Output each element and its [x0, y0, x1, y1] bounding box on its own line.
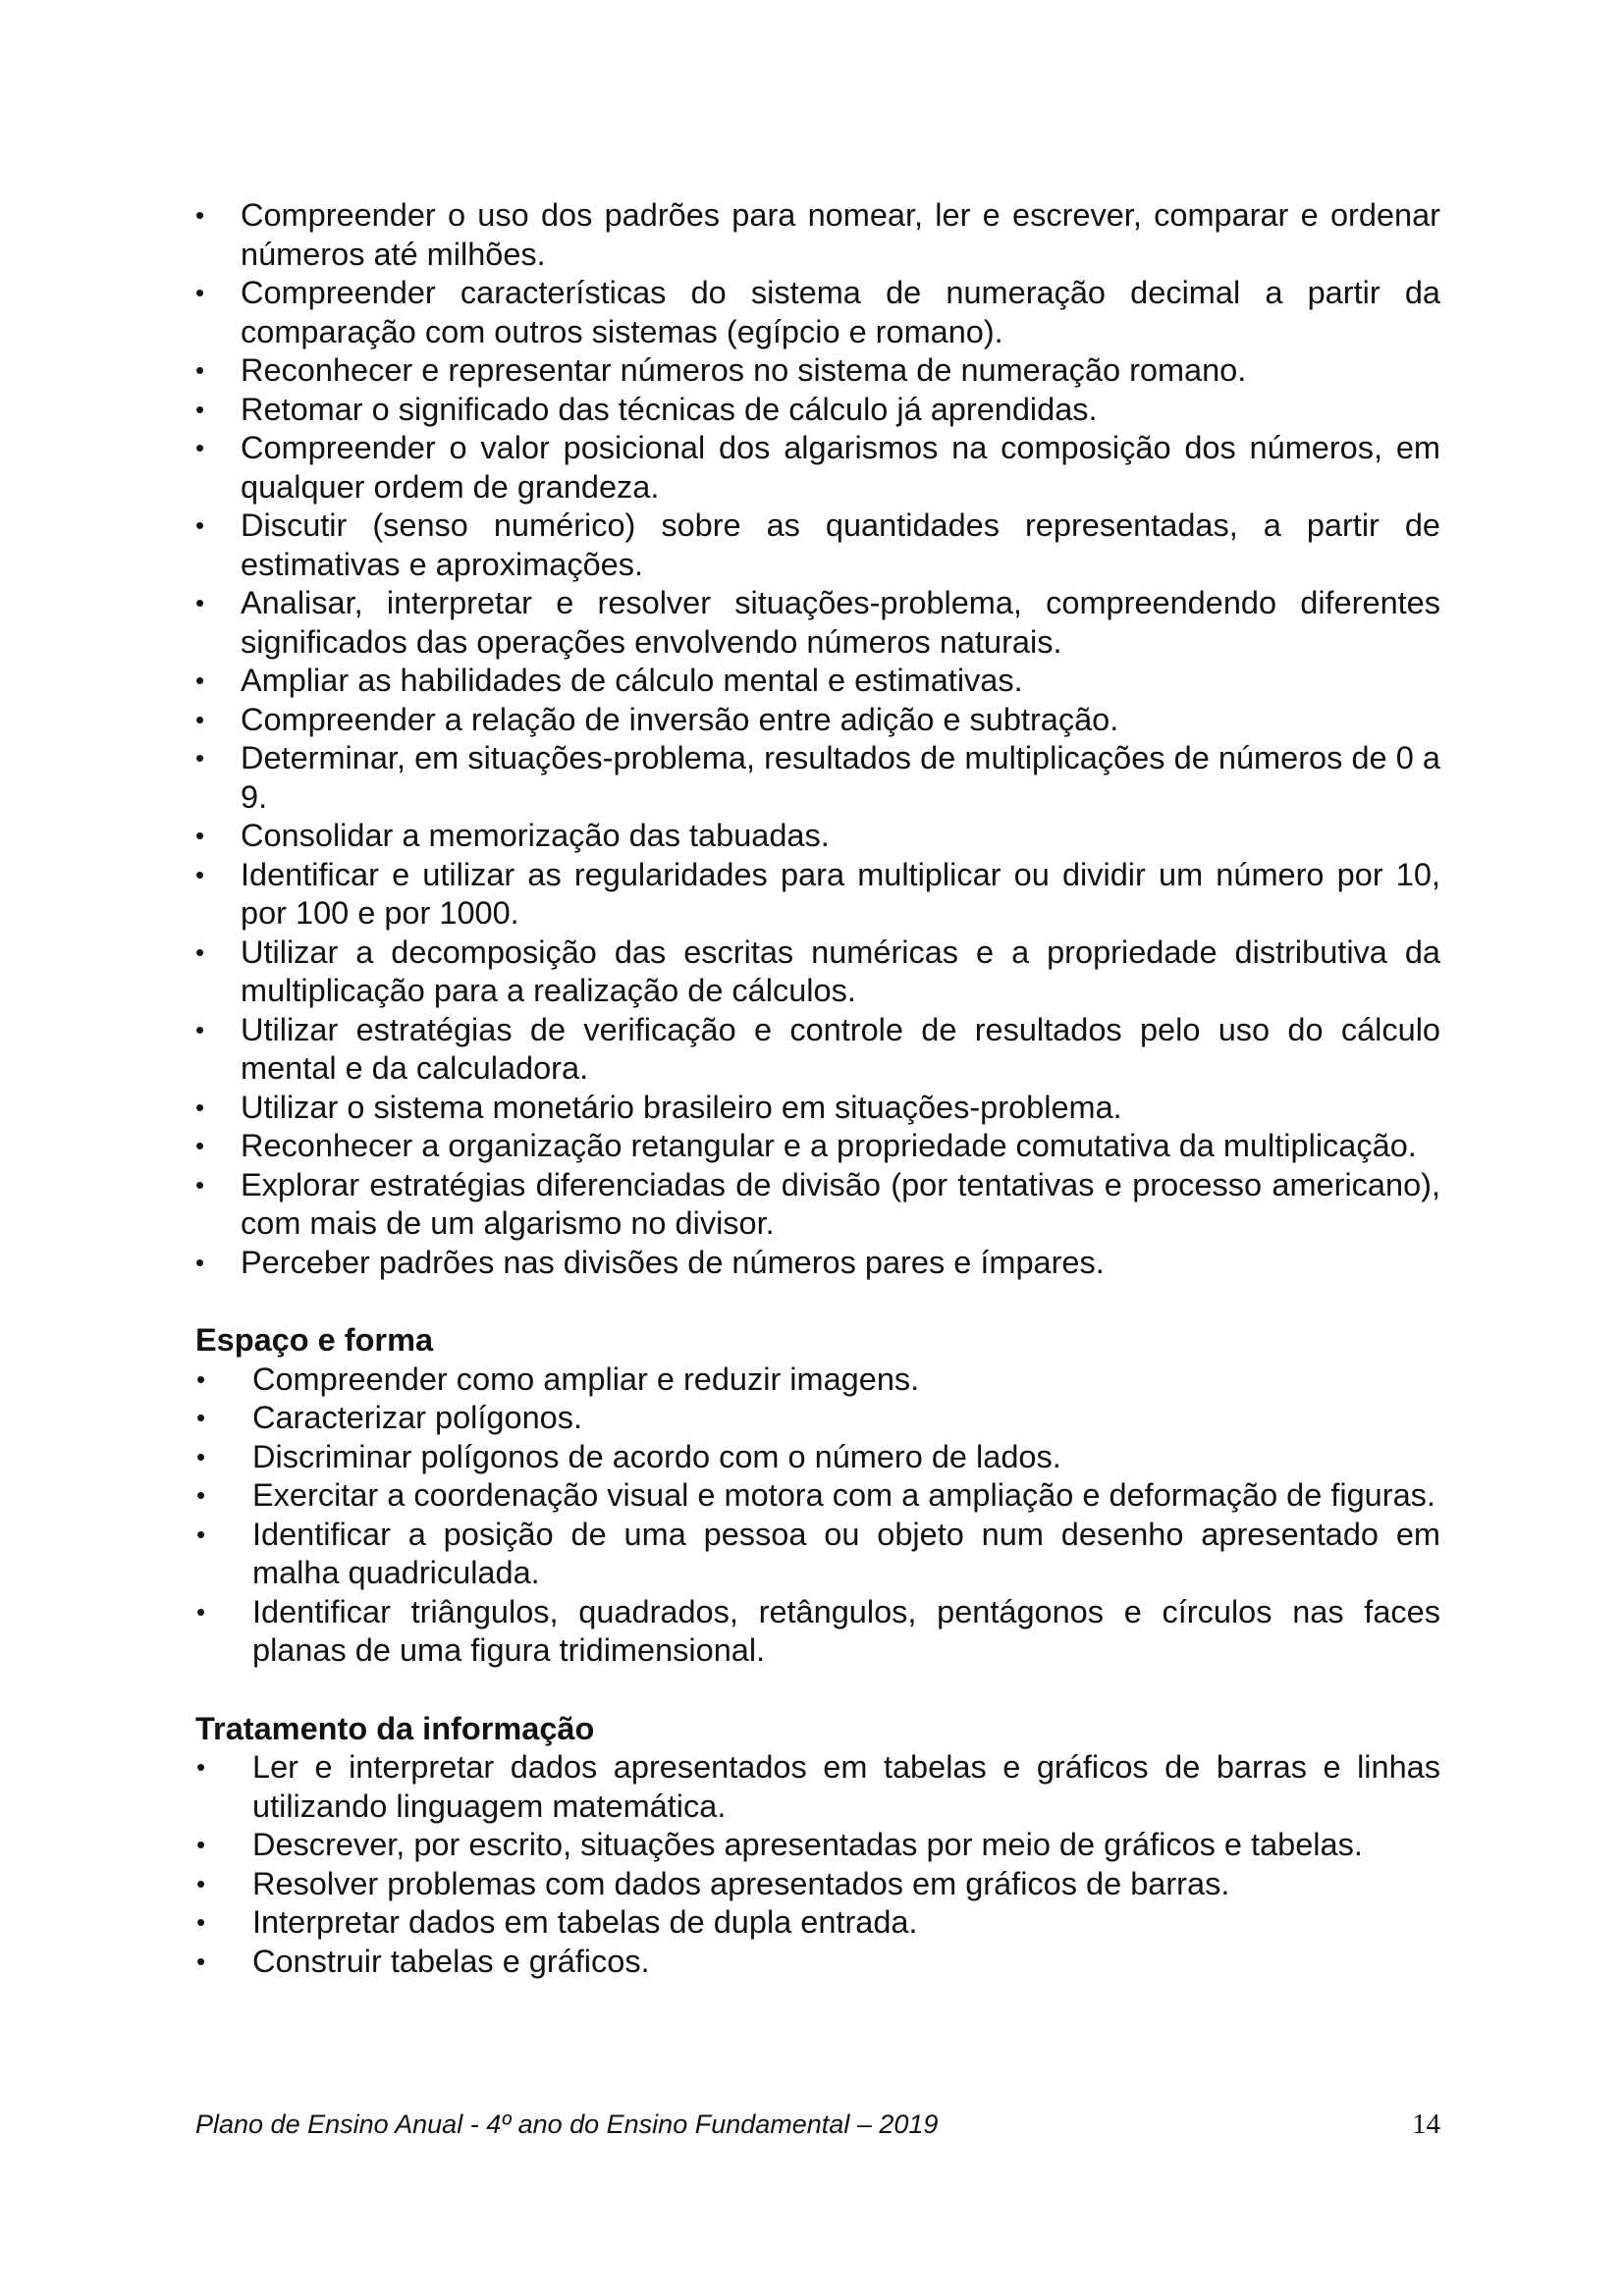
page-number: 14: [1412, 2109, 1440, 2140]
list-item: [195, 429, 1440, 507]
list-item: [195, 507, 1440, 584]
list-item: [195, 1438, 1440, 1477]
list-item-text: Resolver problemas com dados apresentados em gráficos de barras.: [252, 1865, 1230, 1901]
list-item-text: Compreender características do sistema de numeração decimal a partir da comparação com outros sistemas (egípcio e romano).: [241, 275, 1440, 349]
objectives-list: [195, 196, 1440, 1282]
bullet-icon: •: [195, 588, 205, 617]
list-item: [195, 662, 1440, 701]
list-item: [195, 1865, 1440, 1904]
bullet-icon: •: [196, 1907, 206, 1937]
section-gap: [195, 1282, 1440, 1321]
list-item: [195, 391, 1440, 430]
list-item-text: Ler e interpretar dados apresentados em tabelas e gráficos de barras e linhas utilizando linguagem matemática.: [252, 1749, 1440, 1824]
list-item: [195, 1826, 1440, 1865]
bullet-icon: •: [196, 1403, 206, 1432]
list-item-text: Compreender como ampliar e reduzir imagens.: [252, 1361, 920, 1397]
list-item-text: Ampliar as habilidades de cálculo mental e estimativas.: [241, 663, 1023, 698]
bullet-icon: •: [195, 278, 205, 307]
espaco-forma-list: [195, 1361, 1440, 1671]
list-item: [195, 1244, 1440, 1283]
bullet-icon: •: [195, 1169, 205, 1200]
list-item: [195, 1166, 1440, 1244]
list-item-text: Explorar estratégias diferenciadas de divisão (por tentativas e processo americano), com mais de um algarismo no divisor.: [241, 1166, 1440, 1241]
list-item: [195, 1361, 1440, 1400]
list-item: [195, 701, 1440, 740]
list-item-text: Exercitar a coordenação visual e motora com a ampliação e deformação de figuras.: [252, 1477, 1435, 1513]
footer-text: Plano de Ensino Anual - 4º ano do Ensino Fundamental – 2019: [195, 2109, 939, 2139]
bullet-icon: •: [196, 1519, 206, 1549]
list-item: [195, 351, 1440, 391]
list-item-text: Utilizar o sistema monetário brasileiro em situações-problema.: [241, 1089, 1122, 1125]
list-item: [195, 1903, 1440, 1943]
bullet-icon: •: [195, 200, 205, 230]
list-item: [195, 739, 1440, 817]
bullet-icon: •: [195, 936, 205, 967]
list-item-text: Discriminar polígonos de acordo com o número de lados.: [252, 1438, 1061, 1474]
bullet-icon: •: [195, 1092, 205, 1122]
bullet-icon: •: [195, 821, 205, 850]
bullet-icon: •: [195, 510, 205, 540]
bullet-icon: •: [195, 433, 205, 462]
list-item-text: Reconhecer e representar números no sistema de numeração romano.: [241, 352, 1247, 388]
list-item: [195, 934, 1440, 1011]
list-item: [195, 1516, 1440, 1593]
list-item: [195, 584, 1440, 662]
bullet-icon: •: [196, 1868, 206, 1898]
list-item: [195, 856, 1440, 934]
list-item: [195, 1943, 1440, 1982]
list-item-text: Utilizar a decomposição das escritas numéricas e a propriedade distributiva da multiplicação para a realização de cálculos.: [241, 934, 1440, 1008]
bullet-icon: •: [195, 743, 205, 773]
bullet-icon: •: [195, 666, 205, 695]
list-item: [195, 1476, 1440, 1516]
list-item: [195, 817, 1440, 856]
bullet-icon: •: [195, 1014, 205, 1044]
list-item: [195, 1748, 1440, 1826]
list-item: [195, 1089, 1440, 1128]
list-item-text: Compreender a relação de inversão entre adição e subtração.: [241, 701, 1119, 737]
list-item: [195, 1011, 1440, 1089]
bullet-icon: •: [196, 1946, 206, 1976]
bullet-icon: •: [196, 1830, 206, 1859]
list-item-text: Consolidar a memorização das tabuadas.: [241, 818, 830, 853]
list-item-text: Utilizar estratégias de verificação e controle de resultados pelo uso do cálculo mental e da calculadora.: [241, 1011, 1440, 1086]
list-item-text: Determinar, em situações-problema, resultados de multiplicações de números de 0 a 9.: [241, 740, 1440, 815]
bullet-icon: •: [196, 1480, 206, 1510]
section-gap: [195, 1671, 1440, 1710]
bullet-icon: •: [196, 1441, 206, 1471]
list-item-text: Interpretar dados em tabelas de dupla entrada.: [252, 1904, 918, 1940]
list-item-text: Identificar triângulos, quadrados, retângulos, pentágonos e círculos nas faces planas de uma figura tridimensional.: [252, 1593, 1440, 1668]
list-item-text: Analisar, interpretar e resolver situações-problema, compreendendo diferentes significados das operações envolvendo números naturais.: [241, 585, 1440, 660]
list-item: [195, 196, 1440, 274]
bullet-icon: •: [195, 355, 205, 385]
section-heading-espaco-forma: Espaço e forma: [195, 1322, 434, 1358]
list-item-text: Retomar o significado das técnicas de cálculo já aprendidas.: [241, 391, 1098, 427]
list-item-text: Identificar a posição de uma pessoa ou objeto num desenho apresentado em malha quadriculada.: [252, 1516, 1440, 1590]
page-content: [195, 196, 1440, 1981]
list-item-text: Discutir (senso numérico) sobre as quantidades representadas, a partir de estimativas e aproximações.: [241, 507, 1440, 582]
bullet-icon: •: [196, 1752, 206, 1782]
list-item-text: Caracterizar polígonos.: [252, 1400, 582, 1435]
list-item-text: Compreender o uso dos padrões para nomear, ler e escrever, comparar e ordenar números até milhões.: [241, 197, 1440, 272]
bullet-icon: •: [195, 1131, 205, 1160]
bullet-icon: •: [195, 704, 205, 734]
list-item-text: Compreender o valor posicional dos algarismos na composição dos números, em qualquer ordem de grandeza.: [241, 430, 1440, 505]
list-item-text: Identificar e utilizar as regularidades para multiplicar ou dividir um número por 10, por 100 e por 1000.: [241, 856, 1440, 931]
list-item-text: Perceber padrões nas divisões de números pares e ímpares.: [241, 1244, 1105, 1280]
list-item-text: Descrever, por escrito, situações apresentadas por meio de gráficos e tabelas.: [252, 1827, 1363, 1862]
section-heading-tratamento-informacao: Tratamento da informação: [195, 1710, 595, 1746]
bullet-icon: •: [195, 1247, 205, 1277]
bullet-icon: •: [196, 1596, 206, 1627]
list-item-text: Construir tabelas e gráficos.: [252, 1943, 650, 1979]
list-item: [195, 274, 1440, 351]
list-item: [195, 1399, 1440, 1438]
list-item-text: Reconhecer a organização retangular e a propriedade comutativa da multiplicação.: [241, 1128, 1417, 1163]
bullet-icon: •: [196, 1363, 206, 1394]
list-item: [195, 1127, 1440, 1166]
bullet-icon: •: [195, 394, 205, 424]
list-item: [195, 1593, 1440, 1671]
bullet-icon: •: [195, 859, 205, 889]
tratamento-informacao-list: [195, 1748, 1440, 1981]
